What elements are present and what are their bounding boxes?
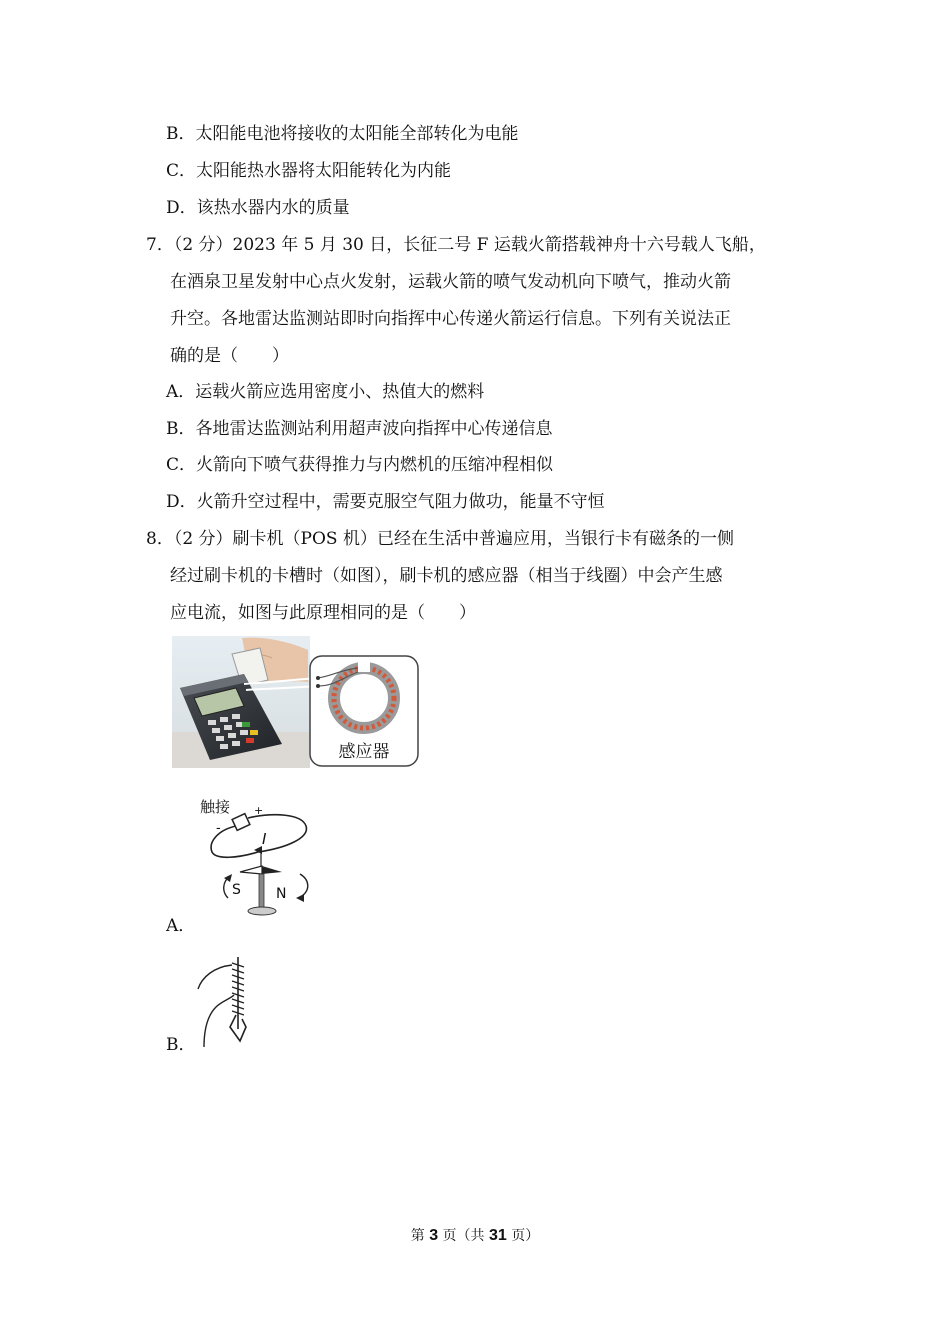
footer-suffix: 页） (506, 1228, 540, 1244)
south-pole: S (232, 882, 241, 898)
q6-option-c: C．太阳能热水器将太阳能转化为内能 (166, 161, 452, 181)
q7-stem-line1: 7．（2 分）2023 年 5 月 30 日，长征二号 F 运载火箭搭载神舟十六号载人飞船， (146, 235, 766, 255)
north-pole: N (276, 886, 287, 902)
q7-stem-line3: 升空。各地雷达监测站即时向指挥中心传递火箭运行信息。下列有关说法正 (170, 309, 731, 329)
q7-stem-line4: 确的是（ ） (170, 346, 289, 366)
option-a-label: A． (166, 916, 196, 936)
q8-stem-line2: 经过刷卡机的卡槽时（如图），刷卡机的感应器（相当于线圈）中会产生感 (170, 566, 723, 586)
contact-label: 触接 (200, 798, 231, 816)
plus-sign: + (254, 804, 264, 817)
option-b-figure (196, 955, 256, 1050)
minus-sign: - (216, 821, 221, 836)
page-number: 3 (429, 1227, 439, 1244)
page-total: 31 (489, 1227, 507, 1244)
q6-option-b: B．太阳能电池将接收的太阳能全部转化为电能 (166, 124, 519, 144)
q7-option-d: D．火箭升空过程中，需要克服空气阻力做功，能量不守恒 (166, 492, 605, 512)
option-a-figure (196, 790, 316, 920)
sensor-label: 感应器 (338, 742, 390, 762)
option-b-label: B． (166, 1035, 196, 1055)
pos-machine-figure (172, 636, 422, 770)
footer-prefix: 第 (410, 1228, 430, 1244)
q8-stem-line1: 8．（2 分）刷卡机（POS 机）已经在生活中普遍应用，当银行卡有磁条的一侧 (146, 529, 734, 549)
q7-option-a: A．运载火箭应选用密度小、热值大的燃料 (166, 382, 485, 402)
q8-stem-line3: 应电流，如图与此原理相同的是（ ） (170, 603, 476, 623)
q6-option-d: D．该热水器内水的质量 (166, 198, 350, 218)
q7-stem-line2: 在酒泉卫星发射中心点火发射，运载火箭的喷气发动机向下喷气，推动火箭 (170, 272, 731, 292)
page-footer (0, 1226, 950, 1246)
q7-option-c: C．火箭向下喷气获得推力与内燃机的压缩冲程相似 (166, 455, 554, 475)
current-label: I (262, 830, 267, 848)
q7-option-b: B．各地雷达监测站利用超声波向指挥中心传递信息 (166, 419, 553, 439)
footer-mid: 页（共 (438, 1228, 489, 1244)
